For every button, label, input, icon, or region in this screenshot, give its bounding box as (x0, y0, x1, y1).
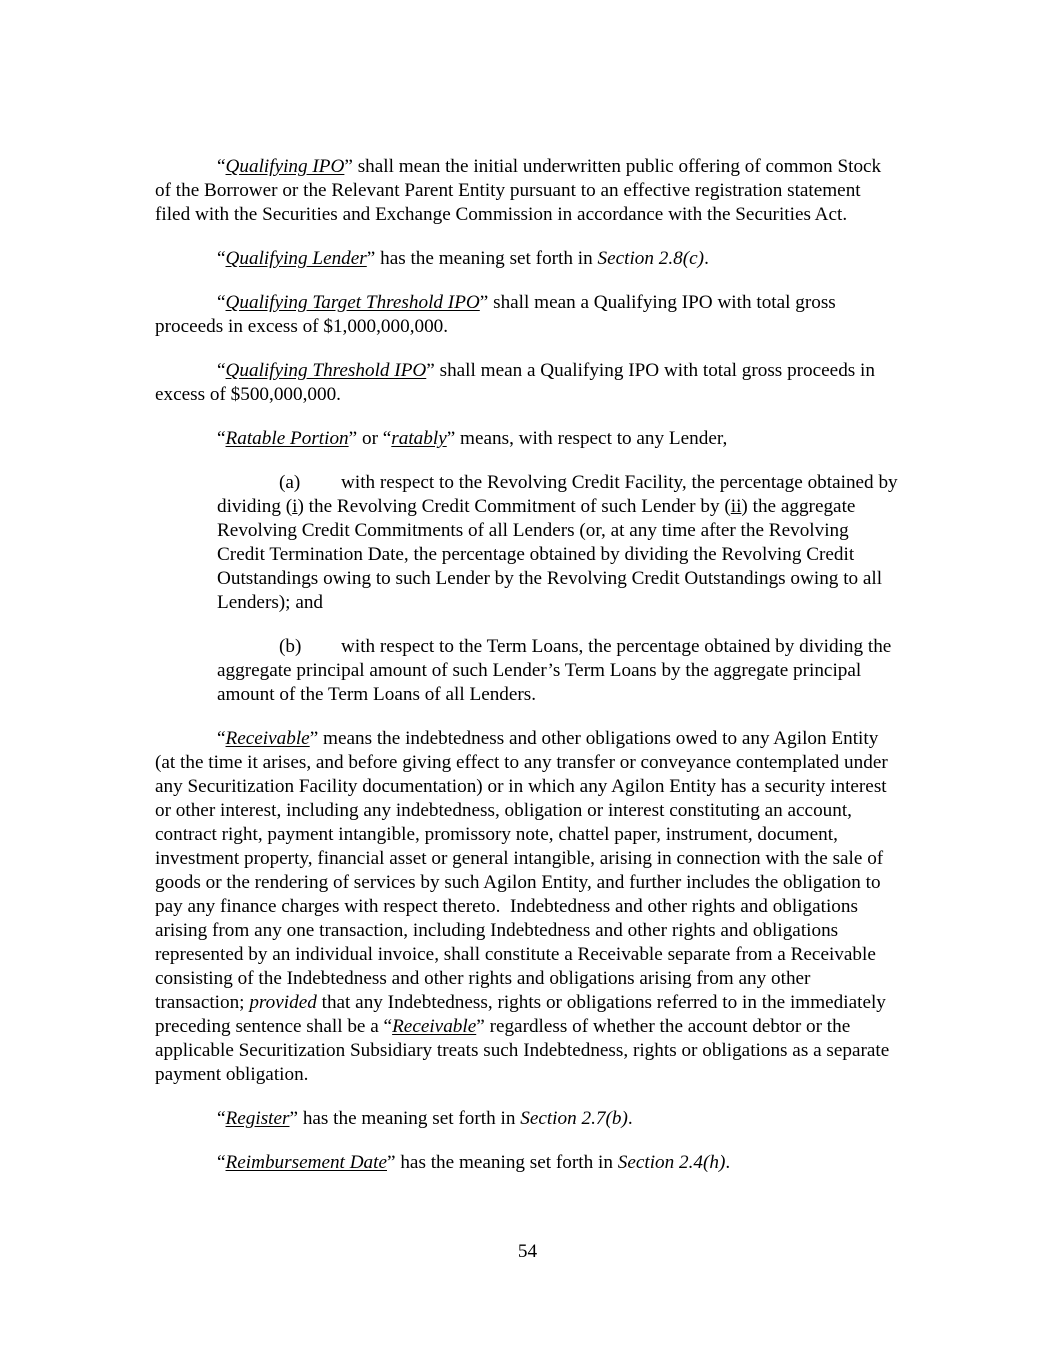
definition-text: regardless of whether the account debtor or the applicable Securitization Subsidiary treats such Indebtedness, rights or obligations as a separate payment obligation. (155, 1016, 890, 1085)
defined-term: Reimbursement Date (225, 1152, 387, 1173)
defined-term: Receivable (225, 728, 310, 749)
definition-text: means, with respect to any Lender, (455, 428, 728, 449)
ratable-portion-clause-b (217, 635, 900, 707)
close-quote: ” (476, 1016, 485, 1037)
definition-qualifying-ipo (155, 155, 900, 227)
section-reference: Section 2.8(c) (597, 248, 705, 269)
defined-term: Qualifying Target Threshold IPO (225, 292, 480, 313)
open-quote: “ (217, 728, 226, 749)
clause-text: ) the Revolving Credit Commitment of such Lender by ( (297, 496, 731, 517)
defined-term-repeat: Receivable (392, 1016, 477, 1037)
close-quote: ” (446, 428, 456, 449)
document-page (155, 155, 900, 1195)
close-quote: ” (309, 728, 319, 749)
open-quote: “ (217, 428, 226, 449)
open-quote: “ (217, 360, 226, 381)
definition-qualifying-target-threshold-ipo (155, 291, 900, 339)
close-quote: ” (387, 1152, 396, 1173)
definition-qualifying-lender (155, 247, 900, 271)
clause-label: (a) (279, 472, 301, 493)
definition-text: that any Indebtedness, rights or obligations referred to in the immediately preceding sentence shall be a (155, 992, 886, 1037)
roman-numeral: i (292, 496, 298, 517)
clause-text: with respect to the Revolving Credit Facility, the percentage obtained by dividing ( (217, 472, 898, 517)
close-quote: ” (366, 248, 376, 269)
definition-connector: or (357, 428, 383, 449)
definition-text: has the meaning set forth in (375, 248, 598, 269)
defined-term: Qualifying Lender (225, 248, 367, 269)
definition-text: means the indebtedness and other obligations owed to any Agilon Entity (at the time it arises, and before giving effect to any transfer or conveyance contemplated under any Securitization Facility documentation) or in which any Agilon Entity has a security interest or other interest, including any indebtedness, obligation or interest constituting an account, contract right, payment intangible, promissory note, chattel paper, instrument, document, investment property, financial asset or general intangible, arising in connection with the sale of goods or the rendering of services by such Agilon Entity, and further includes the obligation to pay any finance charges with respect thereto. Indebtedness and other rights and obligations arising from any one transaction, including Indebtedness and other rights and obligations represented by an individual invoice, shall constitute a Receivable separate from a Receivable consisting of the Indebtedness and other rights and obligations arising from any other transaction; (155, 728, 888, 1013)
section-reference: Section 2.7(b) (520, 1108, 628, 1129)
definition-text: shall mean a Qualifying IPO with total gross proceeds in excess of $500,000,000. (155, 360, 875, 405)
open-quote: “ (217, 156, 226, 177)
open-quote: “ (217, 1108, 226, 1129)
open-quote: “ (217, 1152, 226, 1173)
definition-register (155, 1107, 900, 1131)
definition-qualifying-threshold-ipo (155, 359, 900, 407)
definition-text: shall mean a Qualifying IPO with total gross proceeds in excess of $1,000,000,000. (155, 292, 836, 337)
definition-end: . (725, 1152, 731, 1173)
open-quote: “ (217, 248, 226, 269)
section-reference: Section 2.4(h) (617, 1152, 726, 1173)
ratable-portion-clause-a (217, 471, 900, 615)
defined-term: Qualifying Threshold IPO (225, 360, 427, 381)
provided-keyword: provided (249, 992, 317, 1013)
definition-text: shall mean the initial underwritten public offering of common Stock of the Borrower or the Relevant Parent Entity pursuant to an effective registration statement filed with the Securities and Exchange Commission in accordance with the Securities Act. (155, 156, 882, 225)
close-quote: ” (289, 1108, 299, 1129)
definition-end: . (627, 1108, 633, 1129)
close-quote: ” (426, 360, 435, 381)
close-quote: ” (344, 156, 353, 177)
clause-label: (b) (279, 636, 302, 657)
roman-numeral: ii (730, 496, 742, 517)
definition-receivable (155, 727, 900, 1087)
definition-end: . (704, 248, 709, 269)
open-quote: “ (217, 292, 226, 313)
close-quote: ” (348, 428, 358, 449)
definition-text: has the meaning set forth in (298, 1108, 521, 1129)
clause-text: ) the aggregate Revolving Credit Commitments of all Lenders (or, at any time after the Revolving Credit Termination Date, the percentage obtained by dividing the Revolving Credit Outstandings owing to such Lender by the Revolving Credit Outstandings owing to all Lenders); and (217, 496, 883, 613)
page-number: 54 (517, 1241, 538, 1262)
defined-term: Register (225, 1108, 290, 1129)
definition-reimbursement-date (155, 1151, 900, 1175)
open-quote: “ (382, 428, 392, 449)
clause-text: with respect to the Term Loans, the percentage obtained by dividing the aggregate principal amount of such Lender’s Term Loans by the aggregate principal amount of the Term Loans of all Lenders. (217, 636, 892, 705)
defined-term: Ratable Portion (225, 428, 349, 449)
definition-ratable-portion (155, 427, 900, 451)
defined-term-alternate: ratably (391, 428, 447, 449)
defined-term: Qualifying IPO (225, 156, 345, 177)
open-quote: “ (383, 1016, 393, 1037)
definition-text: has the meaning set forth in (395, 1152, 618, 1173)
close-quote: ” (479, 292, 489, 313)
